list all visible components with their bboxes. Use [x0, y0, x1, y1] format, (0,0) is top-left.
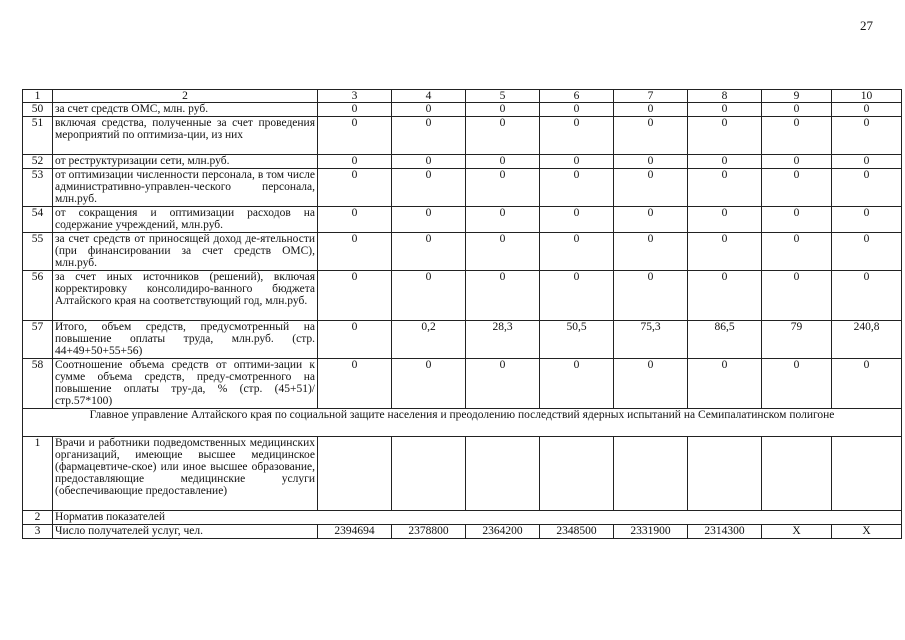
value-cell: 0 — [762, 271, 832, 321]
row-description: Итого, объем средств, предусмотренный на повышение оплаты труда, млн.руб. (стр. 44+49+50+55+56) — [53, 321, 318, 359]
table-row — [23, 117, 902, 155]
table-row — [23, 437, 902, 511]
value-cell: 2394694 — [318, 525, 392, 539]
row-description: за счет средств от приносящей доход де-ятельности (при финансировании за счет средств ОМС), млн.руб. — [53, 233, 318, 271]
table-row — [23, 321, 902, 359]
row-number: 57 — [23, 321, 53, 359]
value-cell: 2331900 — [614, 525, 688, 539]
value-cell: 0 — [688, 103, 762, 117]
value-cell: 0 — [466, 271, 540, 321]
value-cell: 0 — [614, 271, 688, 321]
value-cell: 0 — [688, 271, 762, 321]
value-cell: 0 — [614, 359, 688, 409]
value-cell: 0 — [318, 207, 392, 233]
row-number: 3 — [23, 525, 53, 539]
row-description: за счет иных источников (решений), включая корректировку консолидиро-ванного бюджета Алтайского края на соответствующий год, млн.руб. — [53, 271, 318, 321]
header-cell: 5 — [466, 90, 540, 103]
value-cell: 0 — [688, 155, 762, 169]
value-cell — [688, 437, 762, 511]
value-cell: 0 — [318, 359, 392, 409]
row-number: 55 — [23, 233, 53, 271]
header-cell: 2 — [53, 90, 318, 103]
value-cell: 0 — [318, 155, 392, 169]
value-cell: 0 — [614, 117, 688, 155]
value-cell: 0 — [614, 169, 688, 207]
value-cell: 0 — [318, 169, 392, 207]
value-cell: 0 — [318, 321, 392, 359]
value-cell — [540, 437, 614, 511]
value-cell: 0 — [392, 359, 466, 409]
value-cell: 0 — [762, 155, 832, 169]
value-cell: 0 — [832, 117, 902, 155]
value-cell: 0 — [540, 103, 614, 117]
value-cell: 0 — [466, 359, 540, 409]
value-cell: 0 — [540, 359, 614, 409]
value-cell: 0 — [318, 271, 392, 321]
value-cell: 0 — [540, 207, 614, 233]
value-cell — [762, 437, 832, 511]
value-cell: 2364200 — [466, 525, 540, 539]
value-cell: 0,2 — [392, 321, 466, 359]
value-cell: 0 — [318, 103, 392, 117]
value-cell: 0 — [318, 117, 392, 155]
row-description: Норматив показателей — [53, 511, 902, 525]
value-cell: 0 — [466, 117, 540, 155]
value-cell: 79 — [762, 321, 832, 359]
header-row — [23, 90, 902, 103]
value-cell: 2378800 — [392, 525, 466, 539]
value-cell: 0 — [832, 207, 902, 233]
value-cell: 0 — [392, 233, 466, 271]
row-description: Соотношение объема средств от оптими-зации к сумме объема средств, преду-смотренного на повышение оплаты тру-да, % (стр. (45+51)/стр.57*100) — [53, 359, 318, 409]
value-cell — [614, 437, 688, 511]
value-cell: 0 — [688, 207, 762, 233]
value-cell: 0 — [762, 103, 832, 117]
value-cell: 0 — [614, 233, 688, 271]
value-cell: 0 — [614, 207, 688, 233]
table-row — [23, 233, 902, 271]
row-number: 53 — [23, 169, 53, 207]
row-description: Число получателей услуг, чел. — [53, 525, 318, 539]
value-cell: 86,5 — [688, 321, 762, 359]
table-row — [23, 155, 902, 169]
value-cell: 0 — [832, 155, 902, 169]
value-cell: 0 — [688, 117, 762, 155]
header-cell: 1 — [23, 90, 53, 103]
value-cell: 0 — [762, 169, 832, 207]
header-cell: 4 — [392, 90, 466, 103]
table-row — [23, 511, 902, 525]
value-cell: 0 — [832, 233, 902, 271]
row-description: от реструктуризации сети, млн.руб. — [53, 155, 318, 169]
section-title: Главное управление Алтайского края по социальной защите населения и преодолению последствий ядерных испытаний на Семипалатинском полигоне — [23, 409, 902, 437]
value-cell: 2348500 — [540, 525, 614, 539]
header-cell: 6 — [540, 90, 614, 103]
value-cell: 0 — [392, 207, 466, 233]
section-title-row — [23, 409, 902, 437]
value-cell: 0 — [318, 233, 392, 271]
value-cell: 0 — [540, 155, 614, 169]
value-cell: 0 — [392, 169, 466, 207]
table-row — [23, 207, 902, 233]
value-cell: Х — [762, 525, 832, 539]
row-description: Врачи и работники подведомственных медицинских организаций, имеющие высшее медицинское (фармацевтиче-ское) или иное высшее образование, предоставляющие медицинские услуги (обеспечивающие предоставление) — [53, 437, 318, 511]
header-cell: 7 — [614, 90, 688, 103]
value-cell: 0 — [466, 233, 540, 271]
row-description: за счет средств ОМС, млн. руб. — [53, 103, 318, 117]
table-row — [23, 169, 902, 207]
value-cell: 0 — [762, 233, 832, 271]
value-cell — [392, 437, 466, 511]
value-cell: 0 — [762, 207, 832, 233]
value-cell: 0 — [614, 155, 688, 169]
value-cell: 0 — [466, 207, 540, 233]
value-cell: 0 — [466, 169, 540, 207]
value-cell: 0 — [832, 103, 902, 117]
value-cell — [832, 437, 902, 511]
value-cell: 0 — [466, 155, 540, 169]
table-row — [23, 359, 902, 409]
value-cell: 240,8 — [832, 321, 902, 359]
value-cell: 0 — [832, 271, 902, 321]
row-description: от оптимизации численности персонала, в том числе административно-управлен-ческого персонала, млн.руб. — [53, 169, 318, 207]
value-cell: 0 — [392, 117, 466, 155]
row-number: 52 — [23, 155, 53, 169]
value-cell: 0 — [762, 117, 832, 155]
row-number: 56 — [23, 271, 53, 321]
value-cell: 0 — [540, 117, 614, 155]
page-number: 27 — [860, 18, 873, 33]
header-cell: 10 — [832, 90, 902, 103]
row-number: 1 — [23, 437, 53, 511]
value-cell — [318, 437, 392, 511]
value-cell: 0 — [540, 233, 614, 271]
value-cell: 28,3 — [466, 321, 540, 359]
value-cell: 0 — [688, 359, 762, 409]
value-cell: 0 — [832, 169, 902, 207]
table-row — [23, 525, 902, 539]
value-cell: 50,5 — [540, 321, 614, 359]
value-cell: 0 — [614, 103, 688, 117]
header-cell: 9 — [762, 90, 832, 103]
value-cell: 0 — [540, 271, 614, 321]
row-description: включая средства, полученные за счет проведения мероприятий по оптимиза-ции, из них — [53, 117, 318, 155]
value-cell: 0 — [688, 233, 762, 271]
value-cell — [466, 437, 540, 511]
header-cell: 3 — [318, 90, 392, 103]
row-number: 54 — [23, 207, 53, 233]
header-cell: 8 — [688, 90, 762, 103]
value-cell: 0 — [688, 169, 762, 207]
value-cell: 0 — [392, 155, 466, 169]
table-row — [23, 271, 902, 321]
value-cell: 0 — [392, 271, 466, 321]
value-cell: Х — [832, 525, 902, 539]
value-cell: 0 — [466, 103, 540, 117]
row-number: 2 — [23, 511, 53, 525]
data-table — [22, 89, 902, 539]
value-cell: 0 — [762, 359, 832, 409]
row-number: 58 — [23, 359, 53, 409]
row-number: 50 — [23, 103, 53, 117]
row-number: 51 — [23, 117, 53, 155]
value-cell: 0 — [832, 359, 902, 409]
row-description: от сокращения и оптимизации расходов на содержание учреждений, млн.руб. — [53, 207, 318, 233]
value-cell: 75,3 — [614, 321, 688, 359]
table-row — [23, 103, 902, 117]
value-cell: 2314300 — [688, 525, 762, 539]
value-cell: 0 — [392, 103, 466, 117]
value-cell: 0 — [540, 169, 614, 207]
